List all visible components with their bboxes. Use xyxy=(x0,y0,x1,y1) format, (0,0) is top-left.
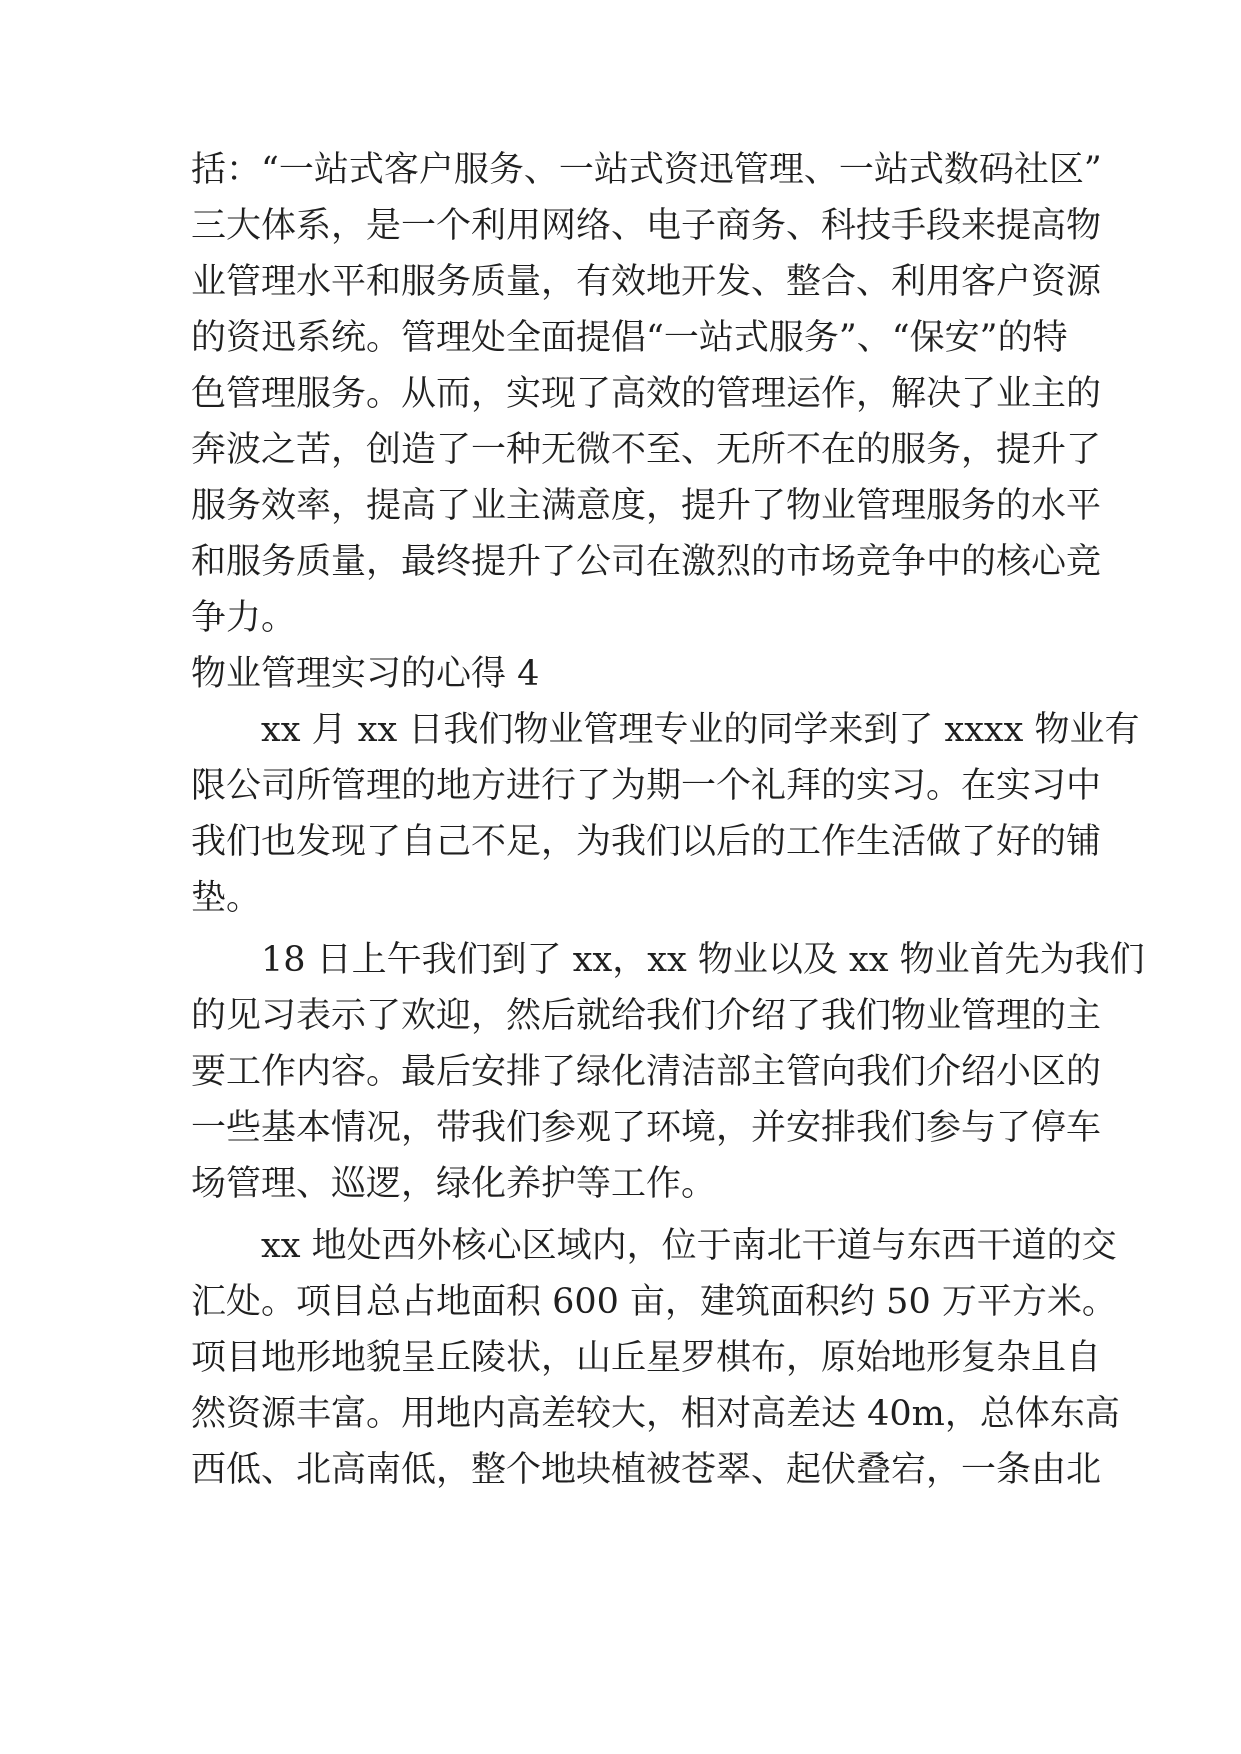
paragraph-line: 要工作内容。最后安排了绿化清洁部主管向我们介绍小区的 xyxy=(191,1052,1102,1092)
paragraph-line: 三大体系，是一个利用网络、电子商务、科技手段来提高物 xyxy=(191,206,1102,246)
paragraph-line: 我们也发现了自己不足，为我们以后的工作生活做了好的铺 xyxy=(191,822,1102,862)
paragraph-line: 的见习表示了欢迎，然后就给我们介绍了我们物业管理的主 xyxy=(191,996,1102,1036)
paragraph-line: 和服务质量，最终提升了公司在激烈的市场竞争中的核心竞 xyxy=(191,542,1102,582)
paragraph-line: 的资迅系统。管理处全面提倡“一站式服务”、“保安”的特 xyxy=(191,318,1068,358)
paragraph-line: xx 地处西外核心区域内，位于南北干道与东西干道的交 xyxy=(261,1226,1117,1266)
paragraph-line: 业管理水平和服务质量，有效地开发、整合、利用客户资源 xyxy=(191,262,1102,302)
paragraph-line: 限公司所管理的地方进行了为期一个礼拜的实习。在实习中 xyxy=(191,766,1102,806)
paragraph-line: xx 月 xx 日我们物业管理专业的同学来到了 xxxx 物业有 xyxy=(261,710,1140,750)
paragraph-line: 18 日上午我们到了 xx，xx 物业以及 xx 物业首先为我们 xyxy=(261,940,1145,980)
paragraph-line: 括：“一站式客户服务、一站式资迅管理、一站式数码社区” xyxy=(191,150,1102,190)
paragraph-line: 项目地形地貌呈丘陵状，山丘星罗棋布，原始地形复杂且自 xyxy=(191,1338,1102,1378)
paragraph-line: 垫。 xyxy=(191,878,262,918)
paragraph-line: 色管理服务。从而，实现了高效的管理运作，解决了业主的 xyxy=(191,374,1102,414)
paragraph-line: 场管理、巡逻，绿化养护等工作。 xyxy=(191,1164,717,1204)
paragraph-line: 奔波之苦，创造了一种无微不至、无所不在的服务，提升了 xyxy=(191,430,1102,470)
paragraph-line: 西低、北高南低，整个地块植被苍翠、起伏叠宕，一条由北 xyxy=(191,1450,1102,1490)
section-heading: 物业管理实习的心得 4 xyxy=(191,654,540,694)
paragraph-line: 汇处。项目总占地面积 600 亩，建筑面积约 50 万平方米。 xyxy=(191,1282,1117,1322)
paragraph-line: 争力。 xyxy=(191,598,297,638)
paragraph-line: 一些基本情况，带我们参观了环境，并安排我们参与了停车 xyxy=(191,1108,1102,1148)
paragraph-line: 服务效率，提高了业主满意度，提升了物业管理服务的水平 xyxy=(191,486,1102,526)
paragraph-line: 然资源丰富。用地内高差较大，相对高差达 40m，总体东高 xyxy=(191,1394,1120,1434)
